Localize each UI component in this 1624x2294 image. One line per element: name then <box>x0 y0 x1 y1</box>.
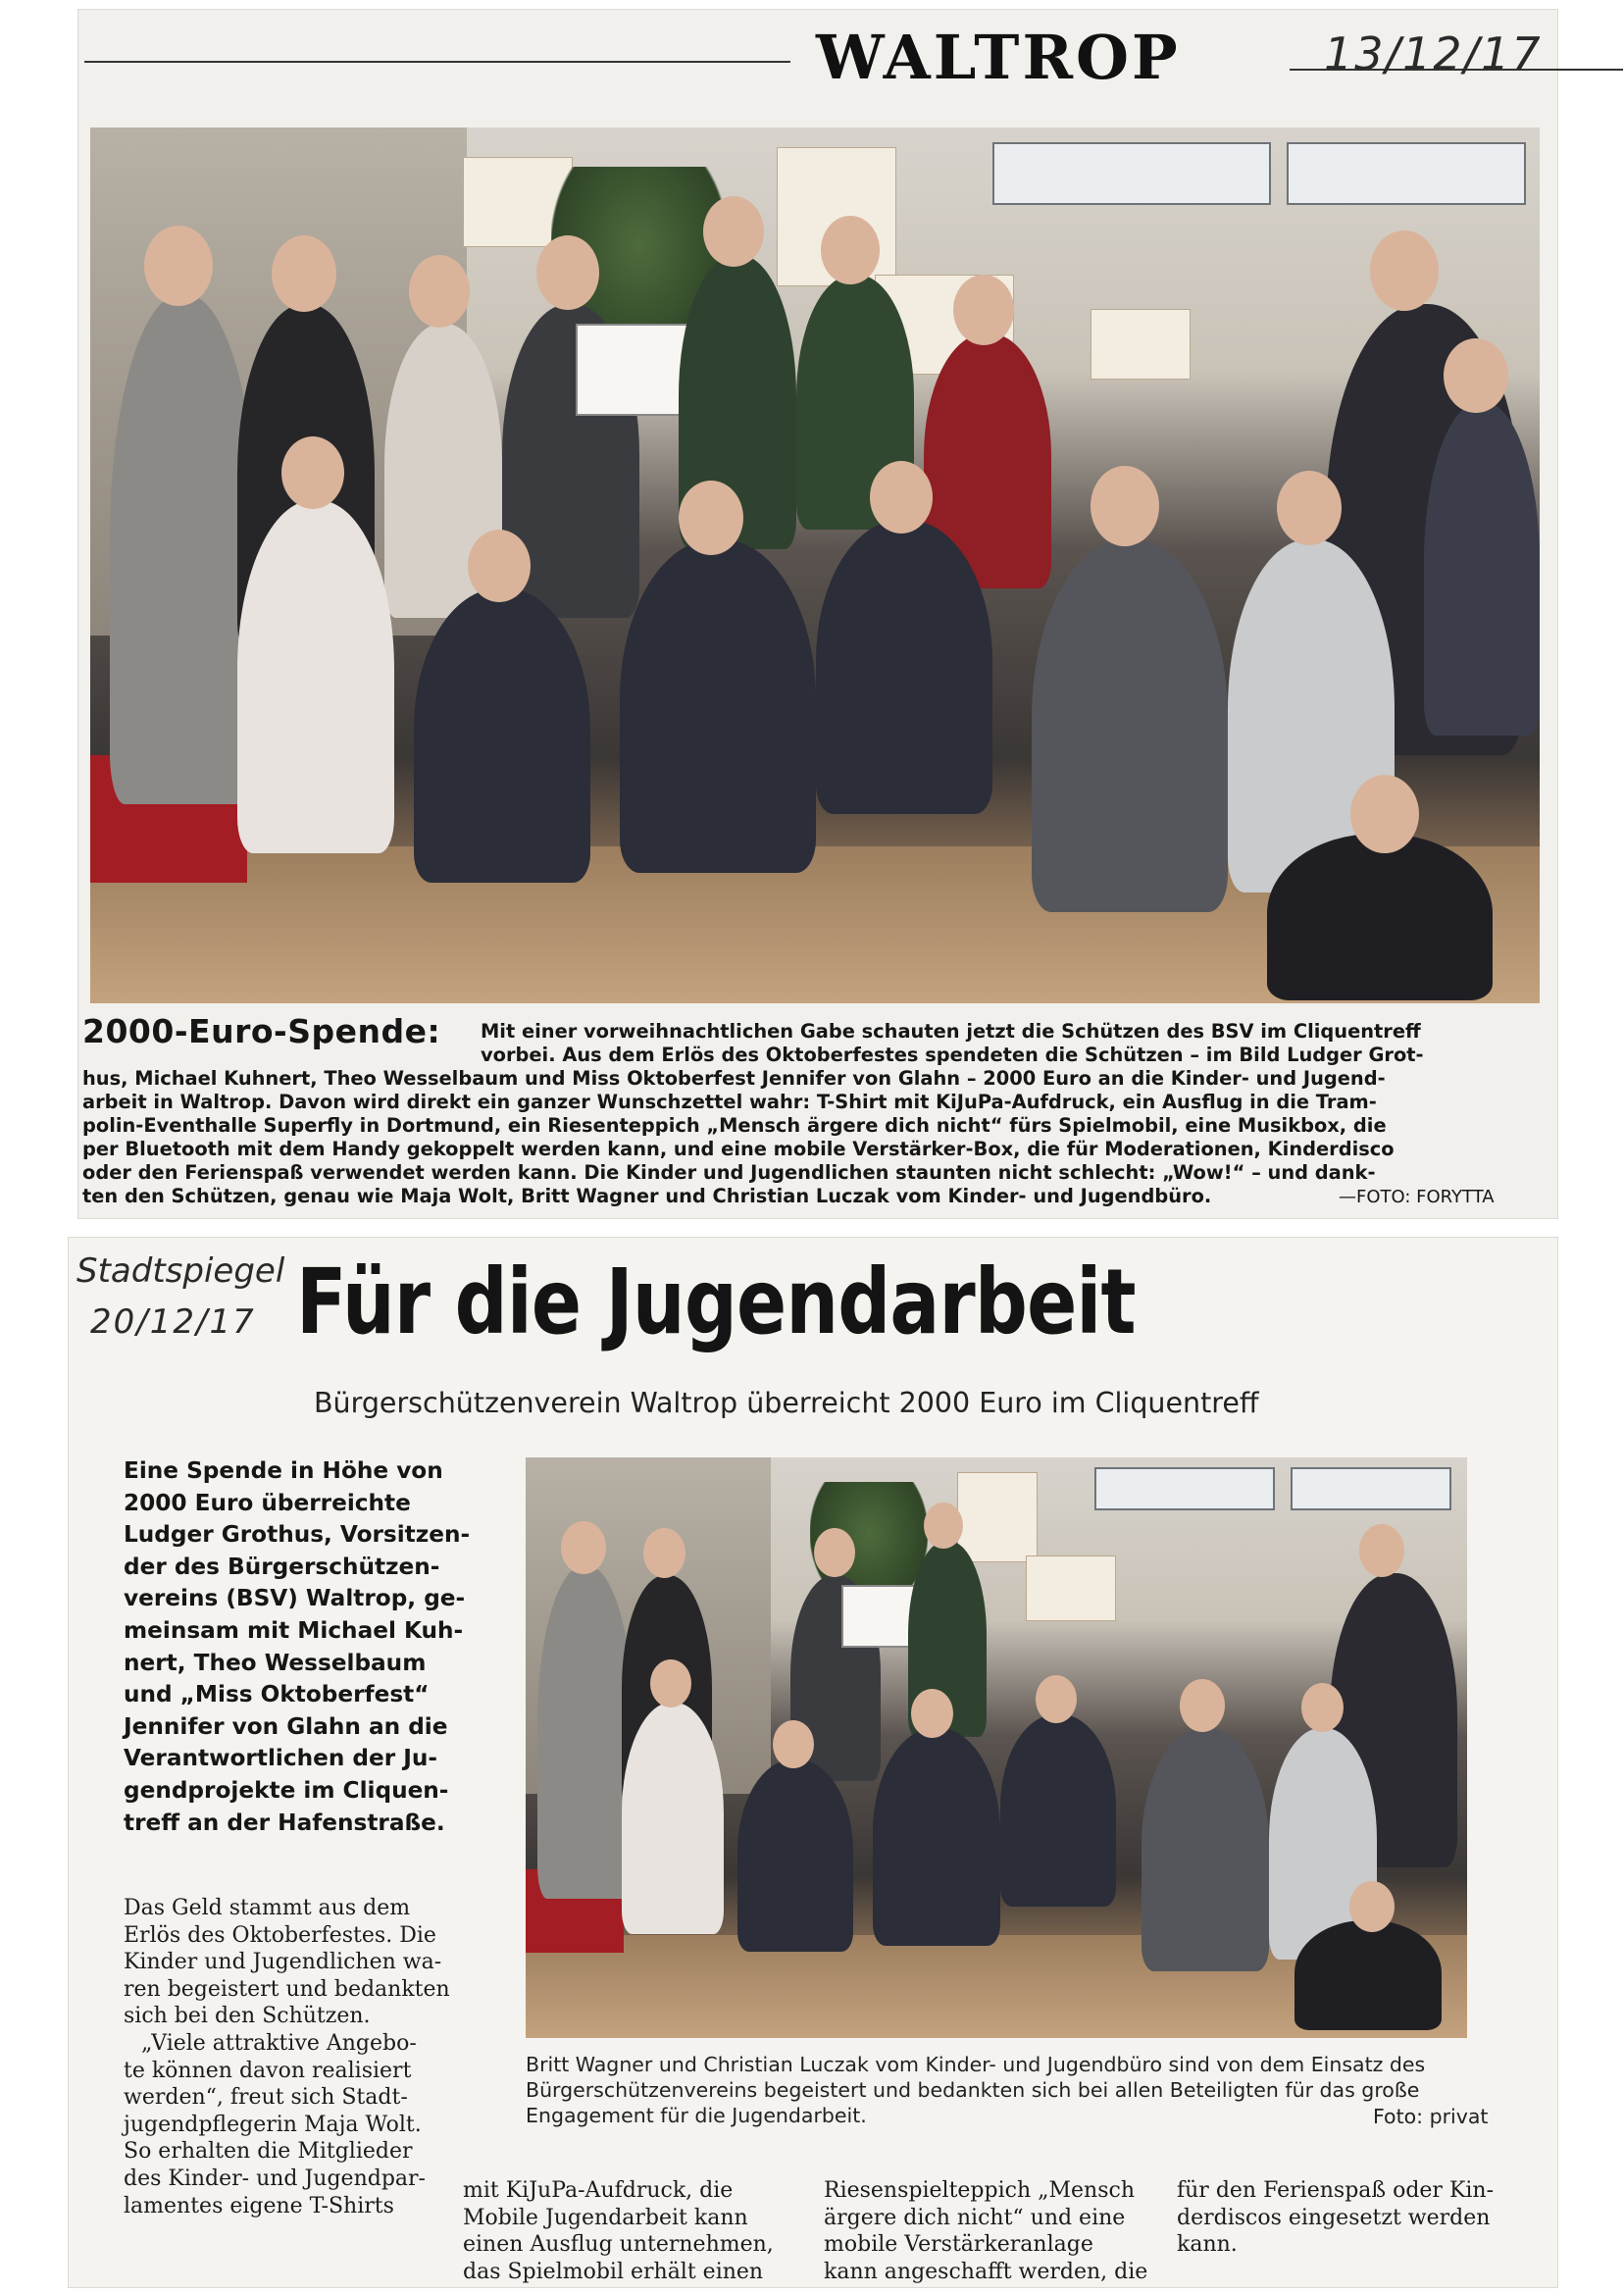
person <box>1424 402 1540 736</box>
person <box>414 588 590 883</box>
caption-line: oder den Ferienspaß verwendet werden kann. Die Kinder und Jugendlichen staunten nicht schlecht: „Wow!“ – und dank- <box>82 1161 1376 1184</box>
article-photo-caption <box>526 2052 1467 2128</box>
person-face <box>1277 471 1342 545</box>
body-line: Erlös des Oktoberfestes. Die <box>124 1922 436 1948</box>
lead-line: treff an der Hafenstraße. <box>124 1809 445 1836</box>
article-body-column-3 <box>824 2177 1147 2285</box>
group-photo <box>90 127 1540 1003</box>
person-face <box>679 481 743 555</box>
person-face <box>1301 1683 1344 1732</box>
person <box>873 1728 1000 1946</box>
person-face <box>924 1503 963 1549</box>
body-line: sich bei den Schützen. <box>124 2004 371 2029</box>
person-face <box>536 235 599 310</box>
article-headline: Für die Jugendarbeit <box>296 1249 1136 1354</box>
person <box>737 1759 853 1952</box>
handwritten-date: 20/12/17 <box>90 1302 256 1342</box>
person-face <box>272 235 336 312</box>
body-line: Das Geld stammt aus dem <box>124 1896 411 1920</box>
person-face <box>1444 338 1508 413</box>
caption-line: Bürgerschützenvereins begeistert und bedankten sich bei allen Beteiligten für das große <box>526 2078 1420 2102</box>
body-line: werden“, freut sich Stadt- <box>124 2085 408 2111</box>
article-body-column-1 <box>124 1895 450 2219</box>
body-line: kann. <box>1177 2232 1238 2258</box>
body-line: ärgere dich nicht“ und eine <box>824 2205 1126 2230</box>
photo-window <box>1094 1467 1275 1510</box>
lead-line: Jennifer von Glahn an die <box>124 1712 448 1740</box>
lead-line: und „Miss Oktoberfest“ <box>124 1681 430 1708</box>
article-body-column-2 <box>463 2177 774 2285</box>
body-line: Mobile Jugendarbeit kann <box>463 2205 748 2230</box>
article-body-column-4 <box>1177 2177 1494 2259</box>
person-face <box>870 461 933 534</box>
photo-poster <box>957 1472 1038 1562</box>
lead-line: Ludger Grothus, Vorsitzen- <box>124 1521 471 1549</box>
lead-line: meinsam mit Michael Kuh- <box>124 1616 464 1644</box>
article-subheadline: Bürgerschützenverein Waltrop überreicht 2000 Euro im Cliquentreff <box>314 1387 1259 1419</box>
person-face <box>561 1521 606 1574</box>
caption-line: polin-Eventhalle Superfly in Dortmund, ein Riesenteppich „Mensch ärgere dich nicht“ fürs Spielmobil, eine Musikbox, die <box>82 1114 1387 1137</box>
photo-poster <box>1026 1555 1116 1621</box>
body-line: lamentes eigene T-Shirts <box>124 2193 394 2218</box>
person-face <box>953 275 1014 345</box>
lead-line: Eine Spende in Höhe von <box>124 1457 443 1484</box>
body-line: mit KiJuPa-Aufdruck, die <box>463 2178 734 2203</box>
person <box>537 1565 634 1899</box>
person <box>1142 1728 1269 1971</box>
photo-credit: —FOTO: FORYTTA <box>1339 1187 1495 1207</box>
body-line: te können davon realisiert <box>124 2058 412 2083</box>
caption-line: per Bluetooth mit dem Handy gekoppelt werden kann, und eine mobile Verstärker-Box, die für Moderationen, Kinderdisco <box>82 1138 1395 1160</box>
body-line: jugendpflegerin Maja Wolt. <box>124 2112 422 2137</box>
photo-window <box>1287 142 1526 205</box>
body-line: mobile Verstärkeranlage <box>824 2232 1093 2258</box>
person <box>816 520 992 814</box>
body-line: Riesenspielteppich „Mensch <box>824 2178 1136 2203</box>
body-line: für den Ferienspaß oder Kin- <box>1177 2178 1495 2203</box>
section-title: WALTROP <box>816 22 1181 93</box>
person-face <box>1036 1675 1077 1723</box>
body-line: Kinder und Jugendlichen wa- <box>124 1950 442 1975</box>
body-line: derdiscos eingesetzt werden <box>1177 2205 1491 2230</box>
lead-line: der des Bürgerschützen- <box>124 1553 440 1580</box>
person-face <box>773 1720 814 1768</box>
person-face <box>703 196 764 267</box>
caption-line: Britt Wagner und Christian Luczak vom Kinder- und Jugendbüro sind von dem Einsatz des <box>526 2053 1426 2076</box>
person-face <box>409 255 470 328</box>
person <box>1000 1714 1116 1907</box>
person-face <box>144 226 213 306</box>
body-line: So erhalten die Mitglieder <box>124 2139 413 2165</box>
lead-line: gendprojekte im Cliquen- <box>124 1776 449 1804</box>
person <box>622 1703 724 1934</box>
stadtspiegel-clipping <box>69 1238 1557 2287</box>
body-line: einen Ausflug unternehmen, <box>463 2232 774 2258</box>
lead-line: Verantwortlichen der Ju- <box>124 1745 437 1772</box>
person <box>1294 1920 1442 2030</box>
lead-line: 2000 Euro überreichte <box>124 1489 411 1516</box>
waltrop-clipping <box>78 10 1557 1218</box>
lead-line: vereins (BSV) Waltrop, ge- <box>124 1585 466 1612</box>
person <box>620 539 816 873</box>
person <box>237 500 394 853</box>
body-line: „Viele attraktive Angebo- <box>141 2030 417 2056</box>
person-face <box>911 1689 953 1738</box>
person-face <box>650 1659 691 1708</box>
article-photo <box>526 1457 1467 2038</box>
body-line: kann angeschafft werden, die <box>824 2259 1148 2284</box>
person <box>1032 539 1228 912</box>
photo-credit: Foto: privat <box>1373 2105 1489 2128</box>
person-face <box>1180 1679 1225 1732</box>
caption-line: ten den Schützen, genau wie Maja Wolt, Britt Wagner und Christian Luczak vom Kinder- und Jugendbüro. <box>82 1185 1212 1207</box>
body-line: das Spielmobil erhält einen <box>463 2259 764 2284</box>
person-face <box>821 216 880 284</box>
person-face <box>1350 775 1419 853</box>
person-face <box>814 1528 855 1577</box>
body-line: des Kinder- und Jugendpar- <box>124 2166 426 2191</box>
person-face <box>468 530 531 602</box>
lead-line: nert, Theo Wesselbaum <box>124 1649 427 1676</box>
photo-window <box>992 142 1271 205</box>
caption-line: vorbei. Aus dem Erlös des Oktoberfestes spendeten die Schützen – im Bild Ludger Grot- <box>481 1044 1424 1066</box>
photo-poster <box>1091 309 1191 380</box>
person-face <box>643 1528 685 1578</box>
article-lead <box>124 1455 486 1839</box>
caption-line: Mit einer vorweihnachtlichen Gabe schauten jetzt die Schützen des BSV im Cliquentreff <box>481 1020 1421 1043</box>
photo-window <box>1291 1467 1451 1510</box>
caption-line: hus, Michael Kuhnert, Theo Wesselbaum und Miss Oktoberfest Jennifer von Glahn – 2000 Euro an die Kinder- und Jugend- <box>82 1067 1386 1090</box>
handwritten-source: Stadtspiegel <box>76 1251 285 1291</box>
caption-line: Engagement für die Jugendarbeit. <box>526 2104 867 2127</box>
person-face <box>1091 466 1159 546</box>
header-rule-left <box>84 61 790 63</box>
caption-line: arbeit in Waltrop. Davon wird direkt ein ganzer Wunschzettel wahr: T-Shirt mit KiJuPa-Aufdruck, ein Ausflug in die Tram- <box>82 1091 1377 1113</box>
person-face <box>1370 230 1439 311</box>
person <box>1267 834 1493 1000</box>
handwritten-date: 13/12/17 <box>1324 27 1543 80</box>
person-face <box>1359 1524 1404 1577</box>
caption-headline: 2000-Euro-Spende: <box>82 1012 441 1050</box>
person-face <box>281 436 344 509</box>
person <box>110 294 257 804</box>
body-line: ren begeistert und bedankten <box>124 1976 450 2002</box>
person-face <box>1349 1881 1395 1932</box>
